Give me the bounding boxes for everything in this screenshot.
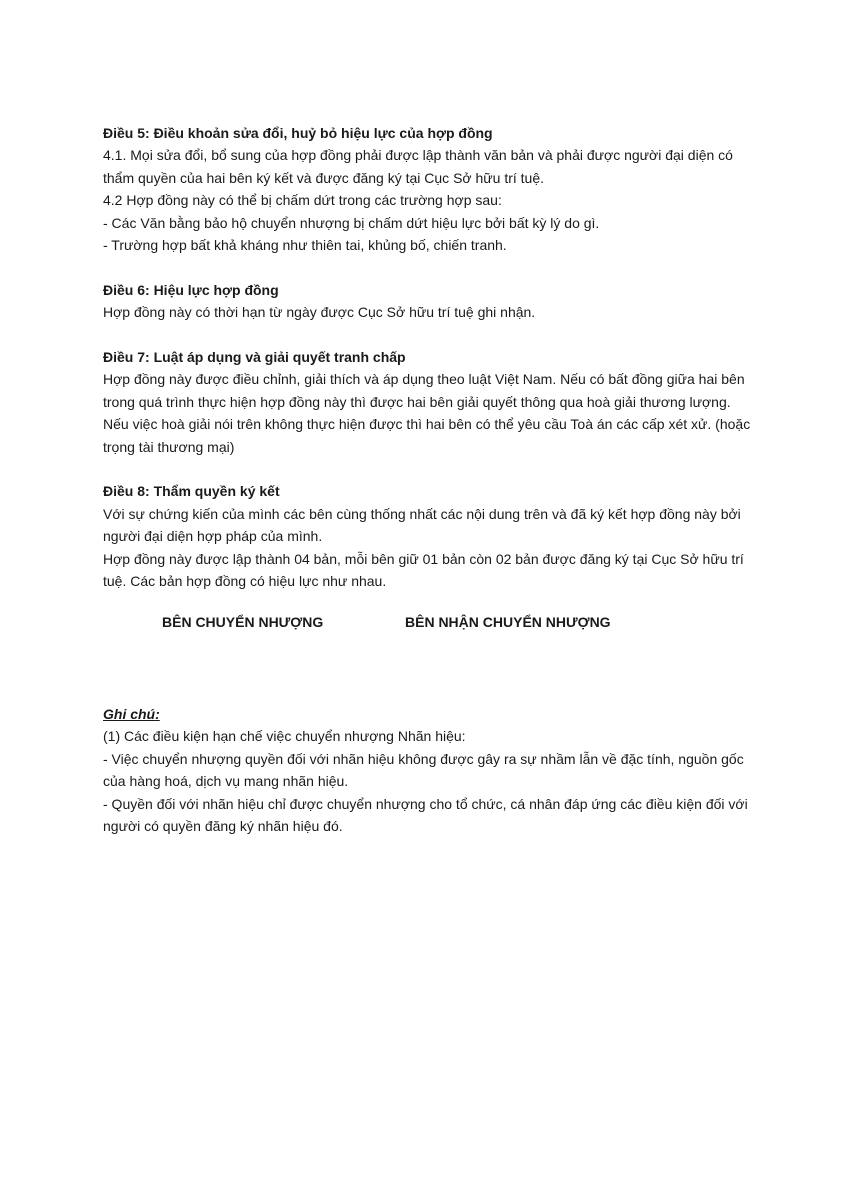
signature-block (0, 614, 849, 638)
article-5-bullet-1: - Các Văn bằng bảo hộ chuyển nhượng bị chấm dứt hiệu lực bởi bất kỳ lý do gì. (103, 214, 600, 231)
notes-item-3: - Quyền đối với nhãn hiệu chỉ được chuyển nhượng cho tổ chức, cá nhân đáp ứng các điều kiện đối với người có quyền đăng ký nhãn hiệu đó. (103, 795, 748, 835)
article-8-heading: Điều 8: Thẩm quyền ký kết (103, 483, 280, 500)
notes-item-1: (1) Các điều kiện hạn chế việc chuyển nhượng Nhãn hiệu: (103, 728, 466, 745)
transferee-label: BÊN NHẬN CHUYỂN NHƯỢNG (405, 614, 611, 630)
article-7-heading: Điều 7: Luật áp dụng và giải quyết tranh chấp (103, 349, 406, 366)
article-7-text: Hợp đồng này được điều chỉnh, giải thích và áp dụng theo luật Việt Nam. Nếu có bất đồng giữa hai bên trong quá trình thực hiện hợp đồng này thì được hai bên giải quyết thông qua hoà giải thương lượng. Nếu việc hoà giải nói trên không thực hiện được thì hai bên có thể yêu cầu Toà án các cấp xét xử. (hoặc trọng tài thương mại) (103, 371, 751, 455)
spacer (103, 458, 753, 480)
article-6-heading: Điều 6: Hiệu lực hợp đồng (103, 281, 279, 298)
article-6-text: Hợp đồng này có thời hạn từ ngày được Cục Sở hữu trí tuệ ghi nhận. (103, 304, 536, 321)
article-8-text-2: Hợp đồng này được lập thành 04 bản, mỗi bên giữ 01 bản còn 02 bản được đăng ký tại Cục Sở hữu trí tuệ. Các bản hợp đồng có hiệu lực như nhau. (103, 550, 744, 590)
article-5-bullet-2: - Trường hợp bất khả kháng như thiên tai, khủng bố, chiến tranh. (103, 237, 507, 254)
spacer (103, 324, 753, 346)
article-5-clause-4-2: 4.2 Hợp đồng này có thể bị chấm dứt trong các trường hợp sau: (103, 192, 502, 209)
transferor-label: BÊN CHUYỂN NHƯỢNG (162, 614, 324, 630)
notes-title: Ghi chú: (103, 706, 160, 722)
article-5-heading: Điều 5: Điều khoản sửa đổi, huỷ bỏ hiệu lực của hợp đồng (103, 125, 493, 141)
spacer (103, 256, 753, 278)
article-5-clause-4-1: 4.1. Mọi sửa đổi, bổ sung của hợp đồng phải được lập thành văn bản và phải được người đại diện có thẩm quyền của hai bên ký kết và được đăng ký tại Cục Sở hữu trí tuệ. (103, 147, 733, 186)
contract-body (103, 122, 753, 592)
article-8-text-1: Với sự chứng kiến của mình các bên cùng thống nhất các nội dung trên và đã ký kết hợp đồng này bởi người đại diện hợp pháp của mình. (103, 505, 741, 545)
notes-section (103, 703, 753, 837)
notes-item-2: - Việc chuyển nhượng quyền đối với nhãn hiệu không được gây ra sự nhầm lẫn về đặc tính, nguồn gốc của hàng hoá, dịch vụ mang nhãn hiệu. (103, 750, 744, 790)
